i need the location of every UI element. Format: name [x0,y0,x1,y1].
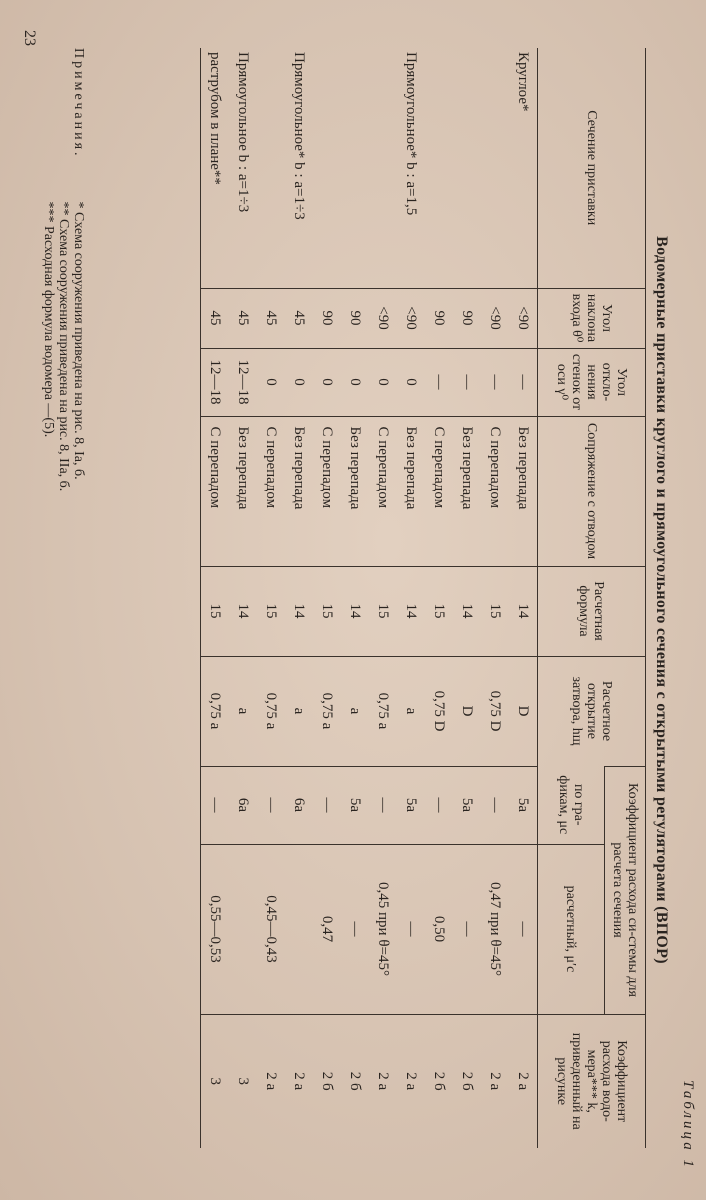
cell-connection: С перепадом [313,416,341,566]
cell-opening: a [397,656,425,766]
cell-coef-calc [229,844,257,1014]
cell-coef-calc: — [453,844,481,1014]
cell-opening: D [453,656,481,766]
cell-coef-calc: — [341,844,369,1014]
cell-coef-graph: 6а [285,766,313,844]
cell-angle-wall: 0 [369,348,397,416]
cell-coef-graph: — [369,766,397,844]
cell-angle-wall: 0 [285,348,313,416]
cell-coef-graph: — [313,766,341,844]
cell-meter: 3 [201,1014,230,1148]
cell-angle-wall: — [481,348,509,416]
cell-opening: 0,75 a [369,656,397,766]
cell-angle-wall: 0 [257,348,285,416]
cell-meter: 3 [229,1014,257,1148]
cell-formula: 15 [425,566,453,656]
cell-coef-calc: 0,55—0,53 [201,844,230,1014]
cell-angle-entry: <90 [397,288,425,348]
cell-section [257,48,285,288]
cell-opening: 0,75 a [313,656,341,766]
note-line: * Схема сооружения приведена на рис. 8, Iа, б. [71,201,86,480]
cell-section [425,48,453,288]
cell-coef-calc: 0,45—0,43 [257,844,285,1014]
cell-section [341,48,369,288]
cell-coef-graph: 5а [341,766,369,844]
table-row [397,48,425,1148]
cell-connection: Без перепада [453,416,481,566]
cell-angle-wall: 12—18 [229,348,257,416]
notes [41,48,86,491]
header-coef-calc: расчетный, μ′с [538,844,605,1014]
cell-angle-wall: — [509,348,538,416]
cell-coef-calc: — [509,844,538,1014]
cell-angle-entry: 45 [257,288,285,348]
cell-angle-entry: 45 [201,288,230,348]
cell-angle-wall: — [453,348,481,416]
table-title: Водомерные приставки круглого и прямоугольного сечения с открытыми регуляторами (ВПОР) [653,236,670,964]
table-row [257,48,285,1148]
cell-opening: 0,75 a [201,656,230,766]
cell-section [453,48,481,288]
header-angle-wall: Угол откло-нения стенок от оси γ⁰ [538,348,646,416]
cell-connection: Без перепада [341,416,369,566]
cell-coef-graph: 5а [397,766,425,844]
cell-angle-entry: <90 [369,288,397,348]
cell-connection: С перепадом [425,416,453,566]
cell-coef-calc: 0,47 [313,844,341,1014]
cell-section: Прямоугольное* b : a=1,5 [403,52,420,216]
cell-formula: 14 [341,566,369,656]
note-line: ** Схема сооружения приведена на рис. 8, IIа, б. [56,201,71,492]
cell-coef-graph: 6а [229,766,257,844]
cell-angle-entry: 90 [341,288,369,348]
table-row [229,48,257,1148]
cell-formula: 15 [369,566,397,656]
header-coef-graph: по гра-фикам, μс [538,766,605,844]
cell-opening: D [509,656,538,766]
cell-formula: 14 [229,566,257,656]
cell-meter: 2 б [341,1014,369,1148]
table-row [313,48,341,1148]
data-table [200,48,646,1148]
cell-meter: 2 а [481,1014,509,1148]
cell-angle-wall: 0 [397,348,425,416]
cell-angle-wall: — [425,348,453,416]
header-angle-entry: Угол наклона входа θ⁰ [538,288,646,348]
table-row [369,48,397,1148]
table-row [285,48,313,1148]
cell-coef-graph: — [201,766,230,844]
cell-coef-graph: — [481,766,509,844]
table-row [341,48,369,1148]
cell-formula: 15 [481,566,509,656]
cell-coef-graph: — [425,766,453,844]
header-section: Сечение приставки [538,48,646,288]
cell-meter: 2 а [397,1014,425,1148]
cell-formula: 14 [453,566,481,656]
cell-formula: 14 [397,566,425,656]
cell-angle-wall: 0 [313,348,341,416]
cell-formula: 15 [313,566,341,656]
cell-meter: 2 а [369,1014,397,1148]
cell-meter: 2 б [425,1014,453,1148]
cell-section: раструбом в плане** [201,48,230,288]
cell-section [313,48,341,288]
cell-section: Круглое* [515,52,532,112]
cell-connection: Без перепада [285,416,313,566]
cell-connection: Без перепада [509,416,538,566]
cell-coef-graph: 5а [509,766,538,844]
cell-coef-calc: 0,50 [425,844,453,1014]
cell-formula: 14 [285,566,313,656]
cell-opening: 0,75 D [481,656,509,766]
cell-coef-graph: — [257,766,285,844]
cell-angle-entry: <90 [509,288,538,348]
cell-angle-entry: 90 [425,288,453,348]
header-meter: Коэффициент расхода водо-мера*** k, приведенный на рисунке [538,1014,646,1148]
cell-meter: 2 б [313,1014,341,1148]
cell-angle-entry: 90 [453,288,481,348]
cell-connection: С перепадом [257,416,285,566]
table-row [201,48,230,1148]
cell-section: Прямоугольное* b : a=1÷3 [291,52,308,220]
cell-coef-calc: 0,47 при θ=45° [481,844,509,1014]
cell-connection: С перепадом [369,416,397,566]
cell-angle-entry: <90 [481,288,509,348]
cell-meter: 2 а [285,1014,313,1148]
note-line: *** Расходная формула водомера —(5). [41,201,56,438]
notes-label: Примечания. [71,48,86,159]
cell-section [369,48,397,288]
cell-opening: 0,75 a [257,656,285,766]
cell-angle-wall: 12—18 [201,348,230,416]
cell-meter: 2 б [453,1014,481,1148]
cell-coef-graph: 5а [453,766,481,844]
header-connection: Сопряжение с отводом [538,416,646,566]
table-row [481,48,509,1148]
cell-meter: 2 а [509,1014,538,1148]
cell-meter: 2 а [257,1014,285,1148]
cell-connection: С перепадом [201,416,230,566]
cell-coef-calc [285,844,313,1014]
page-number: 23 [21,30,38,46]
cell-section: Прямоугольное b : a=1÷3 [235,52,252,213]
cell-angle-wall: 0 [341,348,369,416]
header-opening: Расчетное открытие затвора, hщ [538,656,646,766]
cell-angle-entry: 45 [229,288,257,348]
cell-formula: 14 [509,566,538,656]
cell-coef-calc: — [397,844,425,1014]
header-coef-group: Коэффициент расхода си-стемы для расчета сечения [605,766,646,1014]
cell-angle-entry: 45 [285,288,313,348]
cell-section [481,48,509,288]
cell-connection: С перепадом [481,416,509,566]
cell-formula: 15 [201,566,230,656]
cell-connection: Без перепада [397,416,425,566]
table-row [453,48,481,1148]
cell-connection: Без перепада [229,416,257,566]
cell-opening: a [229,656,257,766]
cell-coef-calc: 0,45 при θ=45° [369,844,397,1014]
cell-formula: 15 [257,566,285,656]
cell-opening: 0,75 D [425,656,453,766]
table-label: Таблица 1 [680,1080,696,1170]
cell-angle-entry: 90 [313,288,341,348]
cell-opening: a [285,656,313,766]
cell-opening: a [341,656,369,766]
header-formula: Расчетная формула [538,566,646,656]
table-row [425,48,453,1148]
table-row [509,48,538,1148]
